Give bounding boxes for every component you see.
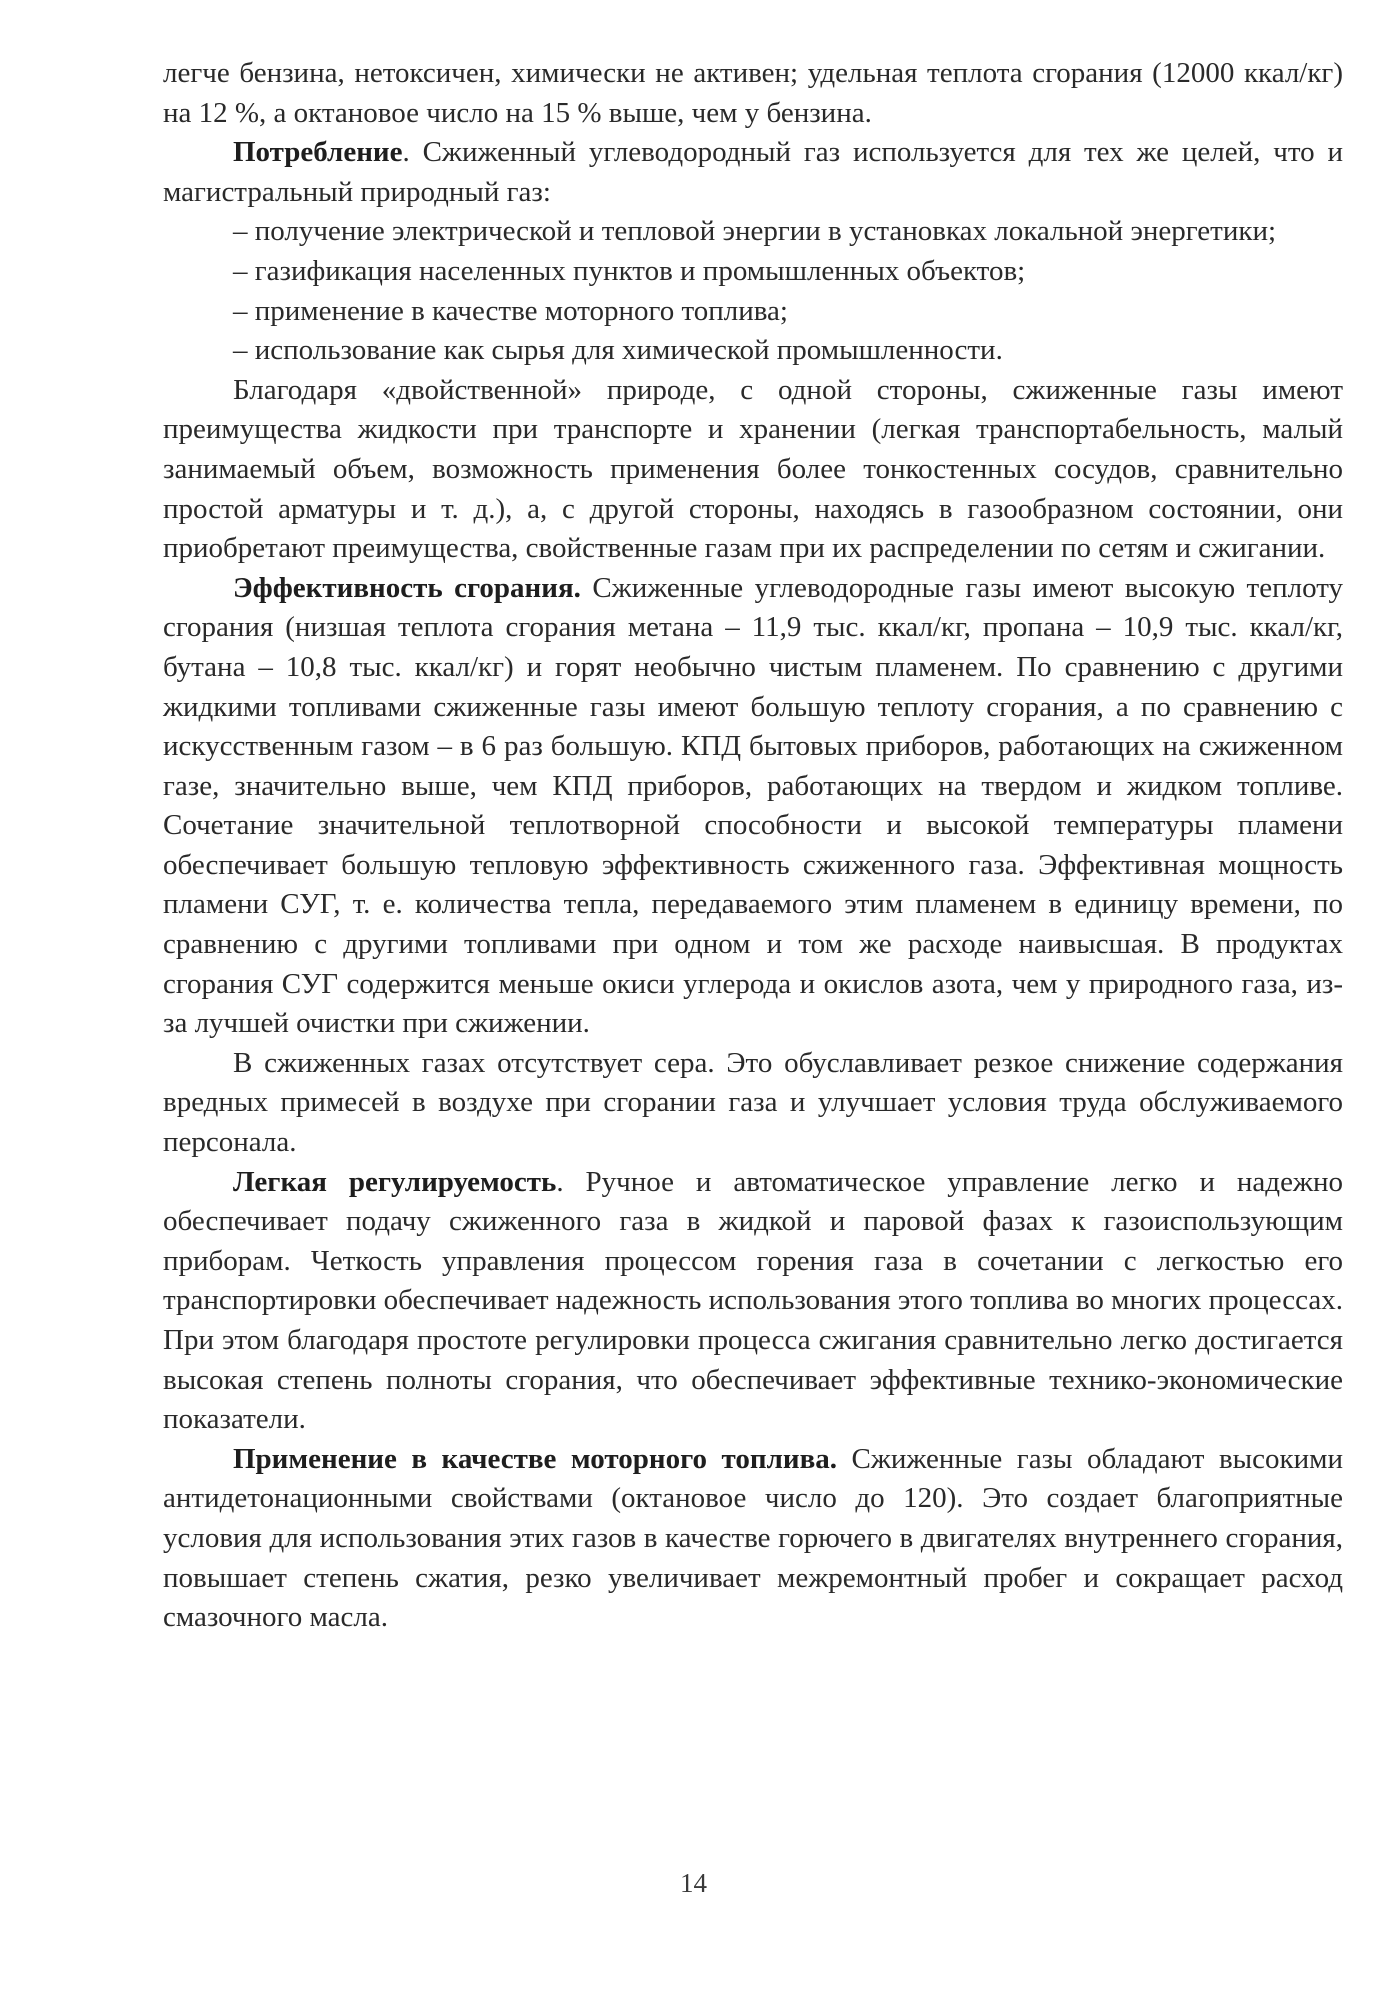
heading-consumption: Потребление [233, 136, 403, 169]
paragraph-regulation [163, 1163, 1343, 1440]
page-number: 14 [680, 1868, 707, 1898]
list-item: – получение электрической и тепловой энергии в установках локальной энергетики; [233, 215, 1277, 248]
heading-regulation: Легкая регулируемость [233, 1165, 557, 1198]
list-item: – газификация населенных пунктов и промышленных объектов; [233, 254, 1026, 287]
list-item: – использование как сырья для химической промышленности. [233, 334, 1003, 367]
paragraph-dual-nature: Благодаря «двойственной» природе, с одной стороны, сжиженные газы имеют преимущества жидкости при транспорте и хранении (легкая транспортабельность, малый занимаемый объем, возможность применения более тонкостенных сосудов, сравнительно простой арматуры и т. д.), а, с другой стороны, находясь в газообразном состоянии, они приобретают преимущества, свойственные газам при их распределении по сетям и сжигании. [163, 373, 1343, 565]
page-body [163, 54, 1343, 1638]
paragraph-consumption-text: . Сжиженный углеводородный газ используется для тех же целей, что и магистральный природный газ: [163, 136, 1343, 208]
paragraph-combustion-efficiency-text: Сжиженные углеводородные газы имеют высокую теплоту сгорания (низшая теплота сгорания метана – 11,9 тыс. ккал/кг, пропана – 10,9 тыс. ккал/кг, бутана – 10,8 тыс. ккал/кг) и горят необычно чистым пламенем. По сравнению с другими жидкими топливами сжиженные газы имеют большую теплоту сгорания, а по сравнению с искусственным газом – в 6 раз большую. КПД бытовых приборов, работающих на сжиженном газе, значительно выше, чем КПД приборов, работающих на твердом и жидком топливе. Сочетание значительной теплотворной способности и высокой температуры пламени обеспечивает большую тепловую эффективность сжиженного газа. Эффективная мощность пламени СУГ, т. е. количества тепла, передаваемого этим пламенем в единицу времени, по сравнению с другими топливами при одном и том же расходе наивысшая. В продуктах сгорания СУГ содержится меньше окиси углерода и окислов азота, чем у природного газа, из-за лучшей очистки при сжижении. [163, 571, 1343, 1040]
list-item: – применение в качестве моторного топлива; [233, 294, 788, 327]
paragraph-sulfur: В сжиженных газах отсутствует сера. Это обуславливает резкое снижение содержания вредных примесей в воздухе при сгорании газа и улучшает условия труда обслуживаемого персонала. [163, 1046, 1343, 1159]
paragraph-continuation: легче бензина, нетоксичен, химически не активен; удельная теплота сгорания (12000 ккал/кг) на 12 %, а октановое число на 15 % выше, чем у бензина. [163, 57, 1343, 129]
paragraph-consumption [163, 133, 1343, 212]
heading-combustion-efficiency: Эффективность сгорания. [233, 571, 581, 604]
paragraph-motor-fuel [163, 1440, 1343, 1638]
heading-motor-fuel: Применение в качестве моторного топлива. [233, 1442, 837, 1475]
paragraph-regulation-text: . Ручное и автоматическое управление легко и надежно обеспечивает подачу сжиженного газа в жидкой и паровой фазах к газоиспользующим приборам. Четкость управления процессом горения газа в сочетании с легкостью его транспортировки обеспечивает надежность использования этого топлива во многих процессах. При этом благодаря простоте регулировки процесса сжигания сравнительно легко достигается высокая степень полноты сгорания, что обеспечивает эффективные технико-экономические показатели. [163, 1165, 1343, 1436]
paragraph-motor-fuel-text: Сжиженные газы обладают высокими антидетонационными свойствами (октановое число до 120). Это создает благоприятные условия для использования этих газов в качестве горючего в двигателях внутреннего сгорания, повышает степень сжатия, резко увеличивает межремонтный пробег и сокращает расход смазочного масла. [163, 1442, 1343, 1634]
paragraph-combustion-efficiency [163, 569, 1343, 1044]
